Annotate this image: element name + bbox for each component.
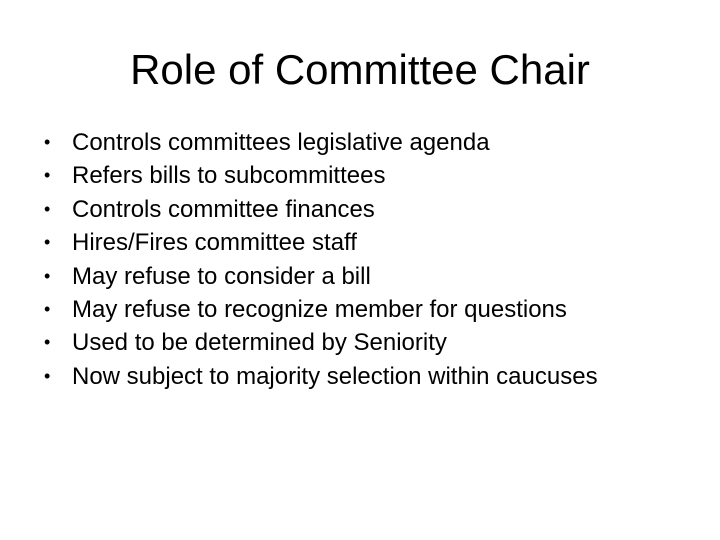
list-item: [44, 128, 684, 157]
bullet-icon: •: [44, 232, 51, 253]
list-item: [44, 295, 684, 324]
slide-title: Role of Committee Chair: [130, 46, 590, 93]
bullet-icon: •: [44, 365, 51, 386]
list-item: [44, 161, 684, 190]
bullet-text: May refuse to consider a bill: [72, 262, 371, 290]
list-item: [44, 362, 684, 391]
list-item: [44, 195, 684, 224]
bullet-icon: •: [44, 265, 51, 286]
bullet-text: Hires/Fires committee staff: [72, 229, 357, 257]
list-item: [44, 228, 684, 257]
bullet-icon: •: [44, 132, 51, 152]
bullet-list: [44, 128, 684, 395]
bullet-text: Used to be determined by Seniority: [72, 329, 447, 357]
bullet-text: Refers bills to subcommittees: [72, 162, 386, 190]
bullet-text: May refuse to recognize member for questions: [72, 295, 567, 323]
bullet-text: Controls committee finances: [72, 195, 375, 223]
bullet-icon: •: [44, 298, 51, 319]
bullet-text: Now subject to majority selection within caucuses: [72, 362, 598, 390]
bullet-text: Controls committees legislative agenda: [72, 129, 490, 156]
list-item: [44, 262, 684, 291]
bullet-icon: •: [44, 332, 51, 353]
bullet-icon: •: [44, 165, 51, 186]
list-item: [44, 328, 684, 357]
bullet-icon: •: [44, 198, 51, 219]
